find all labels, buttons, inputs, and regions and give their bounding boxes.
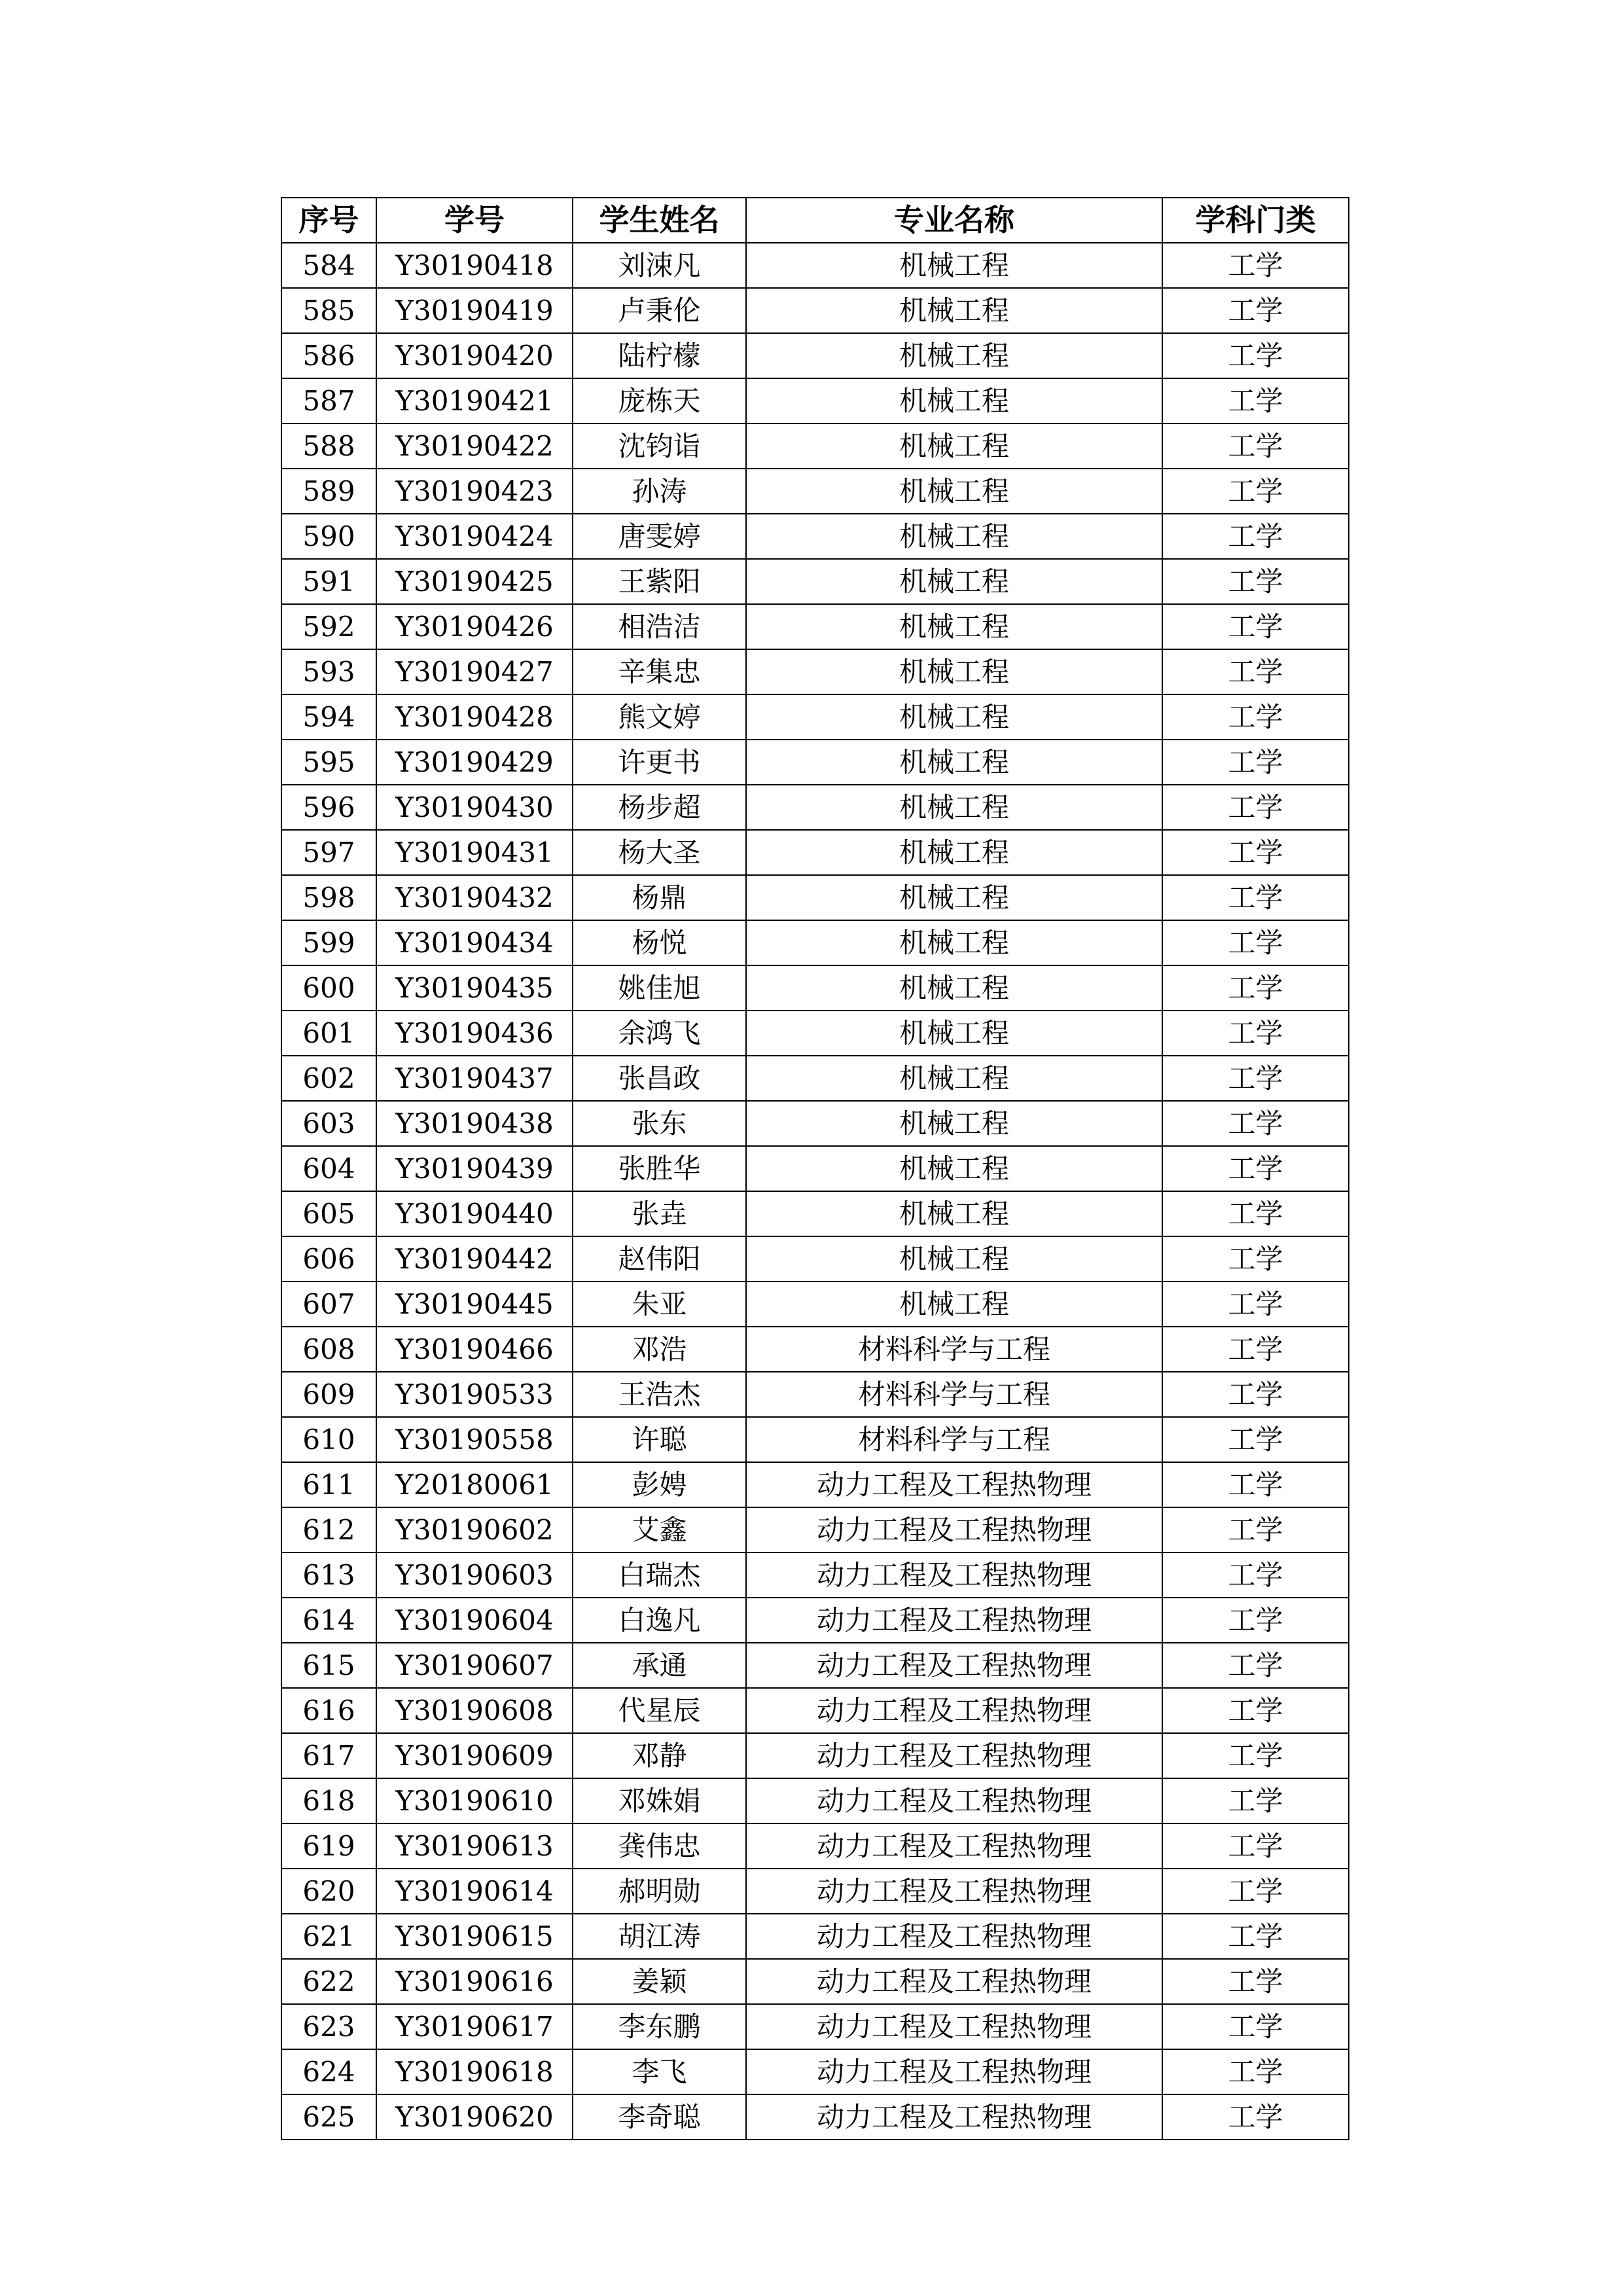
cell-discipline: 工学 <box>1162 740 1349 785</box>
cell-student-id: Y30190438 <box>376 1101 573 1146</box>
cell-student-id: Y30190436 <box>376 1011 573 1056</box>
table-row <box>281 1372 1349 1417</box>
cell-discipline: 工学 <box>1162 1688 1349 1733</box>
cell-major: 动力工程及工程热物理 <box>746 1959 1162 2004</box>
cell-seq: 599 <box>281 920 376 965</box>
cell-student-id: Y30190440 <box>376 1191 573 1236</box>
table-row <box>281 1417 1349 1462</box>
cell-discipline: 工学 <box>1162 1643 1349 1688</box>
cell-seq: 594 <box>281 694 376 740</box>
cell-seq: 586 <box>281 333 376 378</box>
cell-seq: 616 <box>281 1688 376 1733</box>
cell-major: 机械工程 <box>746 378 1162 423</box>
cell-major: 动力工程及工程热物理 <box>746 2004 1162 2049</box>
cell-major: 机械工程 <box>746 333 1162 378</box>
cell-seq: 614 <box>281 1598 376 1643</box>
table-row <box>281 1823 1349 1869</box>
table-row <box>281 740 1349 785</box>
cell-student-name: 艾鑫 <box>573 1507 746 1552</box>
cell-student-name: 张胜华 <box>573 1146 746 1191</box>
header-major: 专业名称 <box>746 198 1162 243</box>
table-row <box>281 288 1349 333</box>
cell-discipline: 工学 <box>1162 1056 1349 1101</box>
cell-student-name: 张垚 <box>573 1191 746 1236</box>
cell-student-id: Y30190533 <box>376 1372 573 1417</box>
table-row <box>281 830 1349 875</box>
cell-seq: 593 <box>281 649 376 694</box>
table-row <box>281 1733 1349 1778</box>
table-row <box>281 1146 1349 1191</box>
table-row <box>281 875 1349 920</box>
table-row <box>281 1869 1349 1914</box>
cell-student-name: 白逸凡 <box>573 1598 746 1643</box>
cell-major: 动力工程及工程热物理 <box>746 1552 1162 1598</box>
table-row <box>281 1282 1349 1327</box>
cell-major: 动力工程及工程热物理 <box>746 1778 1162 1823</box>
cell-student-id: Y30190429 <box>376 740 573 785</box>
cell-student-name: 姚佳旭 <box>573 965 746 1011</box>
table-row <box>281 1914 1349 1959</box>
cell-seq: 597 <box>281 830 376 875</box>
table-body <box>281 243 1349 2140</box>
cell-student-name: 卢秉伦 <box>573 288 746 333</box>
cell-major: 动力工程及工程热物理 <box>746 1643 1162 1688</box>
cell-seq: 622 <box>281 1959 376 2004</box>
cell-seq: 598 <box>281 875 376 920</box>
cell-discipline: 工学 <box>1162 875 1349 920</box>
cell-discipline: 工学 <box>1162 1823 1349 1869</box>
cell-student-id: Y30190439 <box>376 1146 573 1191</box>
header-discipline: 学科门类 <box>1162 198 1349 243</box>
table-row <box>281 2094 1349 2140</box>
table-row <box>281 1462 1349 1507</box>
cell-major: 动力工程及工程热物理 <box>746 1733 1162 1778</box>
cell-student-name: 张东 <box>573 1101 746 1146</box>
cell-student-name: 白瑞杰 <box>573 1552 746 1598</box>
cell-student-name: 相浩洁 <box>573 604 746 649</box>
cell-student-id: Y30190425 <box>376 559 573 604</box>
cell-seq: 619 <box>281 1823 376 1869</box>
cell-major: 机械工程 <box>746 1011 1162 1056</box>
cell-discipline: 工学 <box>1162 514 1349 559</box>
table-row <box>281 1507 1349 1552</box>
cell-student-id: Y30190620 <box>376 2094 573 2140</box>
cell-major: 动力工程及工程热物理 <box>746 1688 1162 1733</box>
cell-seq: 620 <box>281 1869 376 1914</box>
cell-student-id: Y30190434 <box>376 920 573 965</box>
cell-major: 机械工程 <box>746 514 1162 559</box>
cell-student-id: Y30190420 <box>376 333 573 378</box>
cell-discipline: 工学 <box>1162 559 1349 604</box>
cell-major: 机械工程 <box>746 1146 1162 1191</box>
table-row <box>281 559 1349 604</box>
cell-seq: 606 <box>281 1236 376 1282</box>
cell-major: 动力工程及工程热物理 <box>746 1507 1162 1552</box>
cell-student-name: 熊文婷 <box>573 694 746 740</box>
cell-seq: 624 <box>281 2049 376 2094</box>
cell-student-name: 李奇聪 <box>573 2094 746 2140</box>
cell-discipline: 工学 <box>1162 1552 1349 1598</box>
cell-seq: 611 <box>281 1462 376 1507</box>
cell-major: 机械工程 <box>746 243 1162 288</box>
cell-seq: 603 <box>281 1101 376 1146</box>
cell-student-id: Y30190617 <box>376 2004 573 2049</box>
cell-student-id: Y30190604 <box>376 1598 573 1643</box>
cell-seq: 609 <box>281 1372 376 1417</box>
cell-major: 动力工程及工程热物理 <box>746 1823 1162 1869</box>
cell-seq: 612 <box>281 1507 376 1552</box>
table-row <box>281 1191 1349 1236</box>
cell-student-id: Y30190430 <box>376 785 573 830</box>
cell-seq: 617 <box>281 1733 376 1778</box>
cell-discipline: 工学 <box>1162 1778 1349 1823</box>
cell-seq: 602 <box>281 1056 376 1101</box>
cell-discipline: 工学 <box>1162 1869 1349 1914</box>
cell-seq: 591 <box>281 559 376 604</box>
cell-major: 机械工程 <box>746 423 1162 469</box>
cell-discipline: 工学 <box>1162 694 1349 740</box>
cell-student-id: Y30190466 <box>376 1327 573 1372</box>
header-student-id: 学号 <box>376 198 573 243</box>
cell-major: 机械工程 <box>746 965 1162 1011</box>
cell-seq: 587 <box>281 378 376 423</box>
cell-major: 机械工程 <box>746 469 1162 514</box>
cell-student-name: 杨大圣 <box>573 830 746 875</box>
cell-student-name: 郝明勋 <box>573 1869 746 1914</box>
cell-student-id: Y30190423 <box>376 469 573 514</box>
cell-student-id: Y30190608 <box>376 1688 573 1733</box>
table-row <box>281 965 1349 1011</box>
cell-discipline: 工学 <box>1162 2094 1349 2140</box>
cell-discipline: 工学 <box>1162 1101 1349 1146</box>
table-row <box>281 423 1349 469</box>
cell-discipline: 工学 <box>1162 1372 1349 1417</box>
table-row <box>281 649 1349 694</box>
cell-seq: 590 <box>281 514 376 559</box>
cell-student-name: 朱亚 <box>573 1282 746 1327</box>
cell-major: 动力工程及工程热物理 <box>746 2049 1162 2094</box>
cell-discipline: 工学 <box>1162 604 1349 649</box>
cell-seq: 589 <box>281 469 376 514</box>
cell-student-name: 许聪 <box>573 1417 746 1462</box>
table-row <box>281 378 1349 423</box>
cell-student-id: Y30190424 <box>376 514 573 559</box>
cell-major: 机械工程 <box>746 740 1162 785</box>
table-row <box>281 1643 1349 1688</box>
header-row <box>281 198 1349 243</box>
cell-student-name: 胡江涛 <box>573 1914 746 1959</box>
table-row <box>281 469 1349 514</box>
cell-student-id: Y30190419 <box>376 288 573 333</box>
cell-seq: 604 <box>281 1146 376 1191</box>
cell-discipline: 工学 <box>1162 1959 1349 2004</box>
cell-discipline: 工学 <box>1162 1417 1349 1462</box>
cell-discipline: 工学 <box>1162 1598 1349 1643</box>
cell-student-id: Y30190615 <box>376 1914 573 1959</box>
cell-discipline: 工学 <box>1162 333 1349 378</box>
cell-student-name: 王紫阳 <box>573 559 746 604</box>
cell-student-name: 彭娉 <box>573 1462 746 1507</box>
cell-student-name: 李飞 <box>573 2049 746 2094</box>
cell-major: 机械工程 <box>746 785 1162 830</box>
cell-student-name: 龚伟忠 <box>573 1823 746 1869</box>
cell-discipline: 工学 <box>1162 920 1349 965</box>
cell-student-id: Y30190616 <box>376 1959 573 2004</box>
cell-student-id: Y30190609 <box>376 1733 573 1778</box>
cell-student-id: Y30190603 <box>376 1552 573 1598</box>
cell-student-name: 姜颖 <box>573 1959 746 2004</box>
cell-seq: 613 <box>281 1552 376 1598</box>
cell-major: 材料科学与工程 <box>746 1417 1162 1462</box>
cell-student-name: 孙涛 <box>573 469 746 514</box>
cell-student-id: Y30190610 <box>376 1778 573 1823</box>
cell-student-id: Y30190613 <box>376 1823 573 1869</box>
cell-discipline: 工学 <box>1162 1462 1349 1507</box>
cell-major: 机械工程 <box>746 1282 1162 1327</box>
cell-discipline: 工学 <box>1162 1011 1349 1056</box>
cell-major: 机械工程 <box>746 559 1162 604</box>
cell-discipline: 工学 <box>1162 1507 1349 1552</box>
cell-student-name: 唐雯婷 <box>573 514 746 559</box>
student-roster-table <box>281 197 1349 2140</box>
cell-major: 材料科学与工程 <box>746 1372 1162 1417</box>
cell-discipline: 工学 <box>1162 649 1349 694</box>
cell-student-id: Y30190418 <box>376 243 573 288</box>
cell-major: 机械工程 <box>746 604 1162 649</box>
cell-student-id: Y30190432 <box>376 875 573 920</box>
cell-discipline: 工学 <box>1162 830 1349 875</box>
cell-student-name: 邓浩 <box>573 1327 746 1372</box>
cell-major: 动力工程及工程热物理 <box>746 1462 1162 1507</box>
cell-student-id: Y30190442 <box>376 1236 573 1282</box>
cell-discipline: 工学 <box>1162 1914 1349 1959</box>
cell-discipline: 工学 <box>1162 1236 1349 1282</box>
header-student-name: 学生姓名 <box>573 198 746 243</box>
cell-student-id: Y30190437 <box>376 1056 573 1101</box>
cell-student-name: 邓姝娟 <box>573 1778 746 1823</box>
table-row <box>281 514 1349 559</box>
cell-student-name: 杨悦 <box>573 920 746 965</box>
cell-major: 机械工程 <box>746 1236 1162 1282</box>
cell-seq: 585 <box>281 288 376 333</box>
cell-major: 机械工程 <box>746 1056 1162 1101</box>
cell-student-name: 庞栋天 <box>573 378 746 423</box>
cell-student-name: 许更书 <box>573 740 746 785</box>
table-row <box>281 2004 1349 2049</box>
cell-student-id: Y20180061 <box>376 1462 573 1507</box>
cell-seq: 601 <box>281 1011 376 1056</box>
table-header <box>281 198 1349 243</box>
cell-student-name: 杨鼎 <box>573 875 746 920</box>
table-row <box>281 243 1349 288</box>
cell-discipline: 工学 <box>1162 965 1349 1011</box>
cell-student-name: 辛集忠 <box>573 649 746 694</box>
cell-seq: 623 <box>281 2004 376 2049</box>
cell-discipline: 工学 <box>1162 378 1349 423</box>
cell-student-id: Y30190427 <box>376 649 573 694</box>
cell-major: 机械工程 <box>746 920 1162 965</box>
cell-discipline: 工学 <box>1162 785 1349 830</box>
cell-student-name: 杨步超 <box>573 785 746 830</box>
cell-seq: 625 <box>281 2094 376 2140</box>
cell-student-name: 承通 <box>573 1643 746 1688</box>
cell-seq: 607 <box>281 1282 376 1327</box>
cell-student-name: 邓静 <box>573 1733 746 1778</box>
table-row <box>281 1552 1349 1598</box>
cell-student-name: 陆柠檬 <box>573 333 746 378</box>
cell-discipline: 工学 <box>1162 469 1349 514</box>
cell-student-id: Y30190428 <box>376 694 573 740</box>
table-row <box>281 333 1349 378</box>
cell-major: 材料科学与工程 <box>746 1327 1162 1372</box>
cell-student-name: 刘涑凡 <box>573 243 746 288</box>
cell-seq: 584 <box>281 243 376 288</box>
cell-student-name: 代星辰 <box>573 1688 746 1733</box>
cell-student-id: Y30190435 <box>376 965 573 1011</box>
cell-discipline: 工学 <box>1162 243 1349 288</box>
table-row <box>281 1688 1349 1733</box>
cell-student-id: Y30190421 <box>376 378 573 423</box>
cell-seq: 608 <box>281 1327 376 1372</box>
header-seq: 序号 <box>281 198 376 243</box>
cell-student-id: Y30190614 <box>376 1869 573 1914</box>
table-row <box>281 694 1349 740</box>
cell-major: 动力工程及工程热物理 <box>746 1914 1162 1959</box>
table-row <box>281 1959 1349 2004</box>
table-row <box>281 785 1349 830</box>
cell-discipline: 工学 <box>1162 1282 1349 1327</box>
table-row <box>281 1056 1349 1101</box>
cell-student-id: Y30190445 <box>376 1282 573 1327</box>
cell-student-id: Y30190422 <box>376 423 573 469</box>
cell-major: 机械工程 <box>746 875 1162 920</box>
cell-student-id: Y30190602 <box>376 1507 573 1552</box>
cell-student-name: 张昌政 <box>573 1056 746 1101</box>
table-row <box>281 1101 1349 1146</box>
table-row <box>281 1011 1349 1056</box>
cell-discipline: 工学 <box>1162 423 1349 469</box>
table-row <box>281 1327 1349 1372</box>
cell-seq: 621 <box>281 1914 376 1959</box>
table-row <box>281 920 1349 965</box>
cell-major: 动力工程及工程热物理 <box>746 1869 1162 1914</box>
cell-student-id: Y30190431 <box>376 830 573 875</box>
cell-seq: 610 <box>281 1417 376 1462</box>
cell-student-id: Y30190426 <box>376 604 573 649</box>
cell-discipline: 工学 <box>1162 1191 1349 1236</box>
cell-student-name: 王浩杰 <box>573 1372 746 1417</box>
cell-major: 机械工程 <box>746 1191 1162 1236</box>
table-row <box>281 2049 1349 2094</box>
cell-seq: 595 <box>281 740 376 785</box>
table-row <box>281 1598 1349 1643</box>
table-row <box>281 1778 1349 1823</box>
cell-student-id: Y30190558 <box>376 1417 573 1462</box>
cell-student-name: 沈钧诣 <box>573 423 746 469</box>
cell-student-name: 李东鹏 <box>573 2004 746 2049</box>
cell-discipline: 工学 <box>1162 1733 1349 1778</box>
cell-student-name: 余鸿飞 <box>573 1011 746 1056</box>
cell-major: 机械工程 <box>746 830 1162 875</box>
cell-major: 机械工程 <box>746 649 1162 694</box>
cell-seq: 615 <box>281 1643 376 1688</box>
cell-seq: 618 <box>281 1778 376 1823</box>
table-row <box>281 1236 1349 1282</box>
cell-seq: 592 <box>281 604 376 649</box>
cell-student-name: 赵伟阳 <box>573 1236 746 1282</box>
cell-major: 机械工程 <box>746 288 1162 333</box>
cell-seq: 605 <box>281 1191 376 1236</box>
cell-student-id: Y30190618 <box>376 2049 573 2094</box>
cell-student-id: Y30190607 <box>376 1643 573 1688</box>
cell-seq: 600 <box>281 965 376 1011</box>
cell-major: 机械工程 <box>746 694 1162 740</box>
cell-discipline: 工学 <box>1162 1327 1349 1372</box>
cell-major: 动力工程及工程热物理 <box>746 2094 1162 2140</box>
cell-discipline: 工学 <box>1162 288 1349 333</box>
cell-discipline: 工学 <box>1162 2004 1349 2049</box>
cell-major: 机械工程 <box>746 1101 1162 1146</box>
cell-seq: 596 <box>281 785 376 830</box>
table-row <box>281 604 1349 649</box>
cell-major: 动力工程及工程热物理 <box>746 1598 1162 1643</box>
cell-discipline: 工学 <box>1162 2049 1349 2094</box>
cell-seq: 588 <box>281 423 376 469</box>
cell-discipline: 工学 <box>1162 1146 1349 1191</box>
